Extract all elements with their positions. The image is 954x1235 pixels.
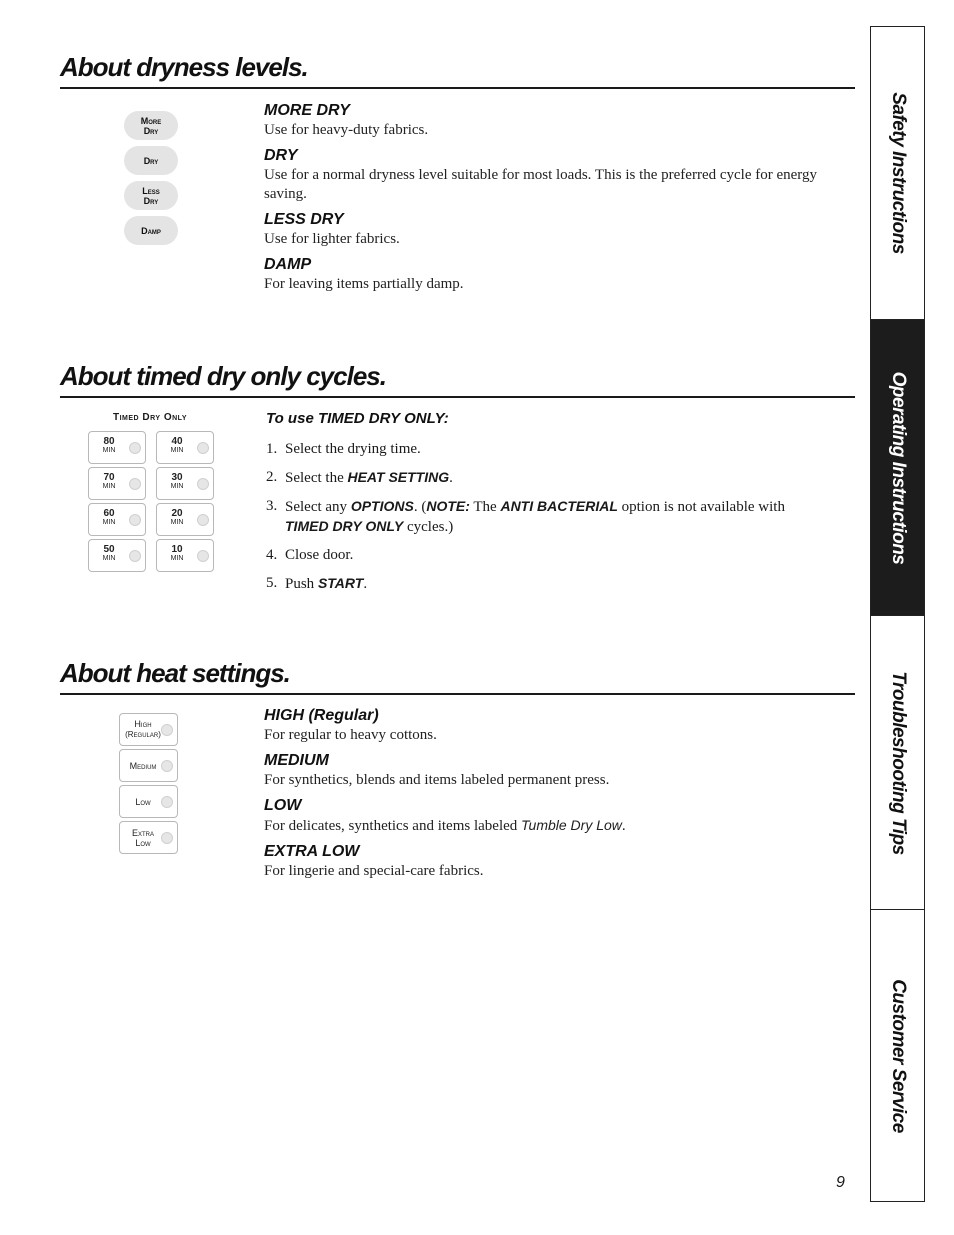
tab-operating-label: Operating Instructions — [887, 371, 909, 564]
timed-60-unit: MIN — [102, 519, 116, 526]
step-3-mid2: The — [469, 499, 501, 515]
step-2-pre: Select the — [285, 470, 348, 486]
timed-80-value: 80 — [103, 436, 115, 447]
more-dry-button-line1: More — [140, 115, 162, 126]
timed-40-value: 40 — [171, 436, 183, 447]
timed-50-unit: MIN — [102, 555, 116, 562]
timed-30-button[interactable] — [156, 467, 214, 500]
indicator-light-icon — [129, 550, 141, 562]
indicator-light-icon — [161, 832, 173, 844]
tab-troubleshooting-label: Troubleshooting Tips — [887, 670, 909, 855]
less-dry-button-line1: Less — [142, 185, 160, 196]
indicator-light-icon — [161, 796, 173, 808]
damp-term: DAMP — [264, 256, 312, 273]
indicator-light-icon — [197, 442, 209, 454]
indicator-light-icon — [161, 760, 173, 772]
low-desc-italic: Tumble Dry Low — [521, 817, 622, 833]
step-5-post: . — [363, 576, 368, 592]
low-desc-pre: For delicates, synthetics and items labeled — [264, 818, 522, 834]
side-tab-bar — [870, 26, 925, 1202]
timed-40-unit: MIN — [170, 447, 184, 454]
more-dry-term: MORE DRY — [264, 102, 350, 119]
step-3-mid1: . ( — [413, 499, 427, 515]
heat-medium-button[interactable] — [119, 749, 178, 782]
tab-operating-instructions[interactable] — [871, 320, 924, 616]
step-3-mid3: option is not available with — [617, 499, 785, 515]
timed-60-button[interactable] — [88, 503, 146, 536]
timed-80-unit: MIN — [102, 447, 116, 454]
step-3-num: 3. — [266, 498, 278, 514]
indicator-light-icon — [129, 442, 141, 454]
step-3-bold1: OPTIONS — [350, 498, 414, 514]
timed-80-button[interactable] — [88, 431, 146, 464]
heat-extra-low-line2: Low — [135, 837, 151, 848]
medium-desc: For synthetics, blends and items labeled permanent press. — [264, 772, 610, 788]
medium-term: MEDIUM — [264, 752, 329, 769]
tab-customer-service[interactable] — [871, 910, 924, 1201]
heat-title: About heat settings. — [60, 658, 855, 695]
tab-troubleshooting-tips[interactable] — [871, 616, 924, 910]
timed-panel-label: Timed Dry Only — [113, 412, 187, 423]
step-5-pre: Push — [285, 576, 318, 592]
dry-term: DRY — [264, 147, 298, 164]
timed-10-unit: MIN — [170, 555, 184, 562]
step-2-bold: HEAT SETTING — [347, 469, 450, 485]
step-3-pre: Select any — [285, 499, 351, 515]
timed-70-button[interactable] — [88, 467, 146, 500]
step-4-num: 4. — [266, 547, 278, 563]
step-4 — [266, 546, 826, 565]
step-4-text: Close door. — [285, 547, 354, 563]
indicator-light-icon — [129, 478, 141, 490]
timed-70-unit: MIN — [102, 483, 116, 490]
step-1-num: 1. — [266, 441, 278, 457]
timed-10-value: 10 — [171, 544, 183, 555]
timed-50-value: 50 — [103, 544, 115, 555]
heat-extra-low-line1: Extra — [131, 827, 154, 838]
indicator-light-icon — [197, 478, 209, 490]
timed-40-button[interactable] — [156, 431, 214, 464]
timed-10-button[interactable] — [156, 539, 214, 572]
heat-descriptions — [264, 706, 854, 887]
damp-button[interactable] — [124, 216, 178, 245]
dry-button-label: Dry — [143, 155, 159, 166]
heat-low-label: Low — [135, 796, 151, 807]
timed-subtitle: To use TIMED DRY ONLY: — [266, 410, 449, 427]
timed-20-unit: MIN — [170, 519, 184, 526]
timed-20-button[interactable] — [156, 503, 214, 536]
tab-safety-label: Safety Instructions — [887, 92, 909, 254]
step-3-bold4: TIMED DRY ONLY — [285, 518, 404, 534]
high-desc: For regular to heavy cottons. — [264, 727, 437, 743]
indicator-light-icon — [129, 514, 141, 526]
less-dry-desc: Use for lighter fabrics. — [264, 231, 400, 247]
timed-50-button[interactable] — [88, 539, 146, 572]
more-dry-button[interactable] — [124, 111, 178, 140]
more-dry-button-line2: Dry — [143, 125, 159, 136]
step-5 — [266, 574, 826, 594]
page-number: 9 — [836, 1174, 845, 1191]
timed-30-unit: MIN — [170, 483, 184, 490]
damp-desc: For leaving items partially damp. — [264, 276, 464, 292]
damp-button-label: Damp — [141, 225, 161, 236]
heat-high-line2: (Regular) — [125, 730, 161, 739]
heat-medium-label: Medium — [129, 760, 157, 771]
step-3-post: cycles.) — [403, 519, 454, 535]
timed-60-value: 60 — [103, 508, 115, 519]
step-3-bold3: ANTI BACTERIAL — [500, 498, 618, 514]
timed-70-value: 70 — [103, 472, 115, 483]
heat-extra-low-button[interactable] — [119, 821, 178, 854]
less-dry-button[interactable] — [124, 181, 178, 210]
high-term: HIGH (Regular) — [264, 707, 379, 724]
timed-30-value: 30 — [171, 472, 183, 483]
indicator-light-icon — [197, 514, 209, 526]
less-dry-button-line2: Dry — [143, 195, 159, 206]
step-2-post: . — [449, 470, 453, 486]
heat-low-button[interactable] — [119, 785, 178, 818]
dry-desc: Use for a normal dryness level suitable for most loads. This is the preferred cycle for energy saving. — [264, 167, 818, 202]
more-dry-desc: Use for heavy-duty fabrics. — [264, 122, 429, 138]
low-term: LOW — [264, 797, 302, 814]
low-desc-post: . — [621, 818, 626, 834]
timed-steps — [266, 440, 826, 603]
indicator-light-icon — [197, 550, 209, 562]
step-2 — [266, 468, 826, 488]
tab-safety-instructions[interactable] — [871, 27, 924, 320]
indicator-light-icon — [161, 724, 173, 736]
timed-title: About timed dry only cycles. — [60, 361, 855, 398]
step-5-num: 5. — [266, 575, 278, 591]
dry-button[interactable] — [124, 146, 178, 175]
step-1-text: Select the drying time. — [285, 441, 421, 457]
heat-high-button[interactable] — [119, 713, 178, 746]
step-3 — [266, 497, 826, 537]
less-dry-term: LESS DRY — [264, 211, 344, 228]
step-3-bold2: NOTE: — [426, 498, 470, 514]
step-1 — [266, 440, 826, 459]
dryness-descriptions — [264, 101, 854, 300]
heat-high-line1: High — [134, 719, 152, 729]
dryness-title: About dryness levels. — [60, 52, 855, 89]
timed-20-value: 20 — [171, 508, 183, 519]
tab-customer-service-label: Customer Service — [887, 978, 909, 1133]
extra-low-term: EXTRA LOW — [264, 843, 360, 860]
low-desc — [264, 816, 854, 836]
step-2-num: 2. — [266, 469, 278, 485]
extra-low-desc: For lingerie and special-care fabrics. — [264, 863, 484, 879]
step-5-bold: START — [317, 575, 364, 591]
